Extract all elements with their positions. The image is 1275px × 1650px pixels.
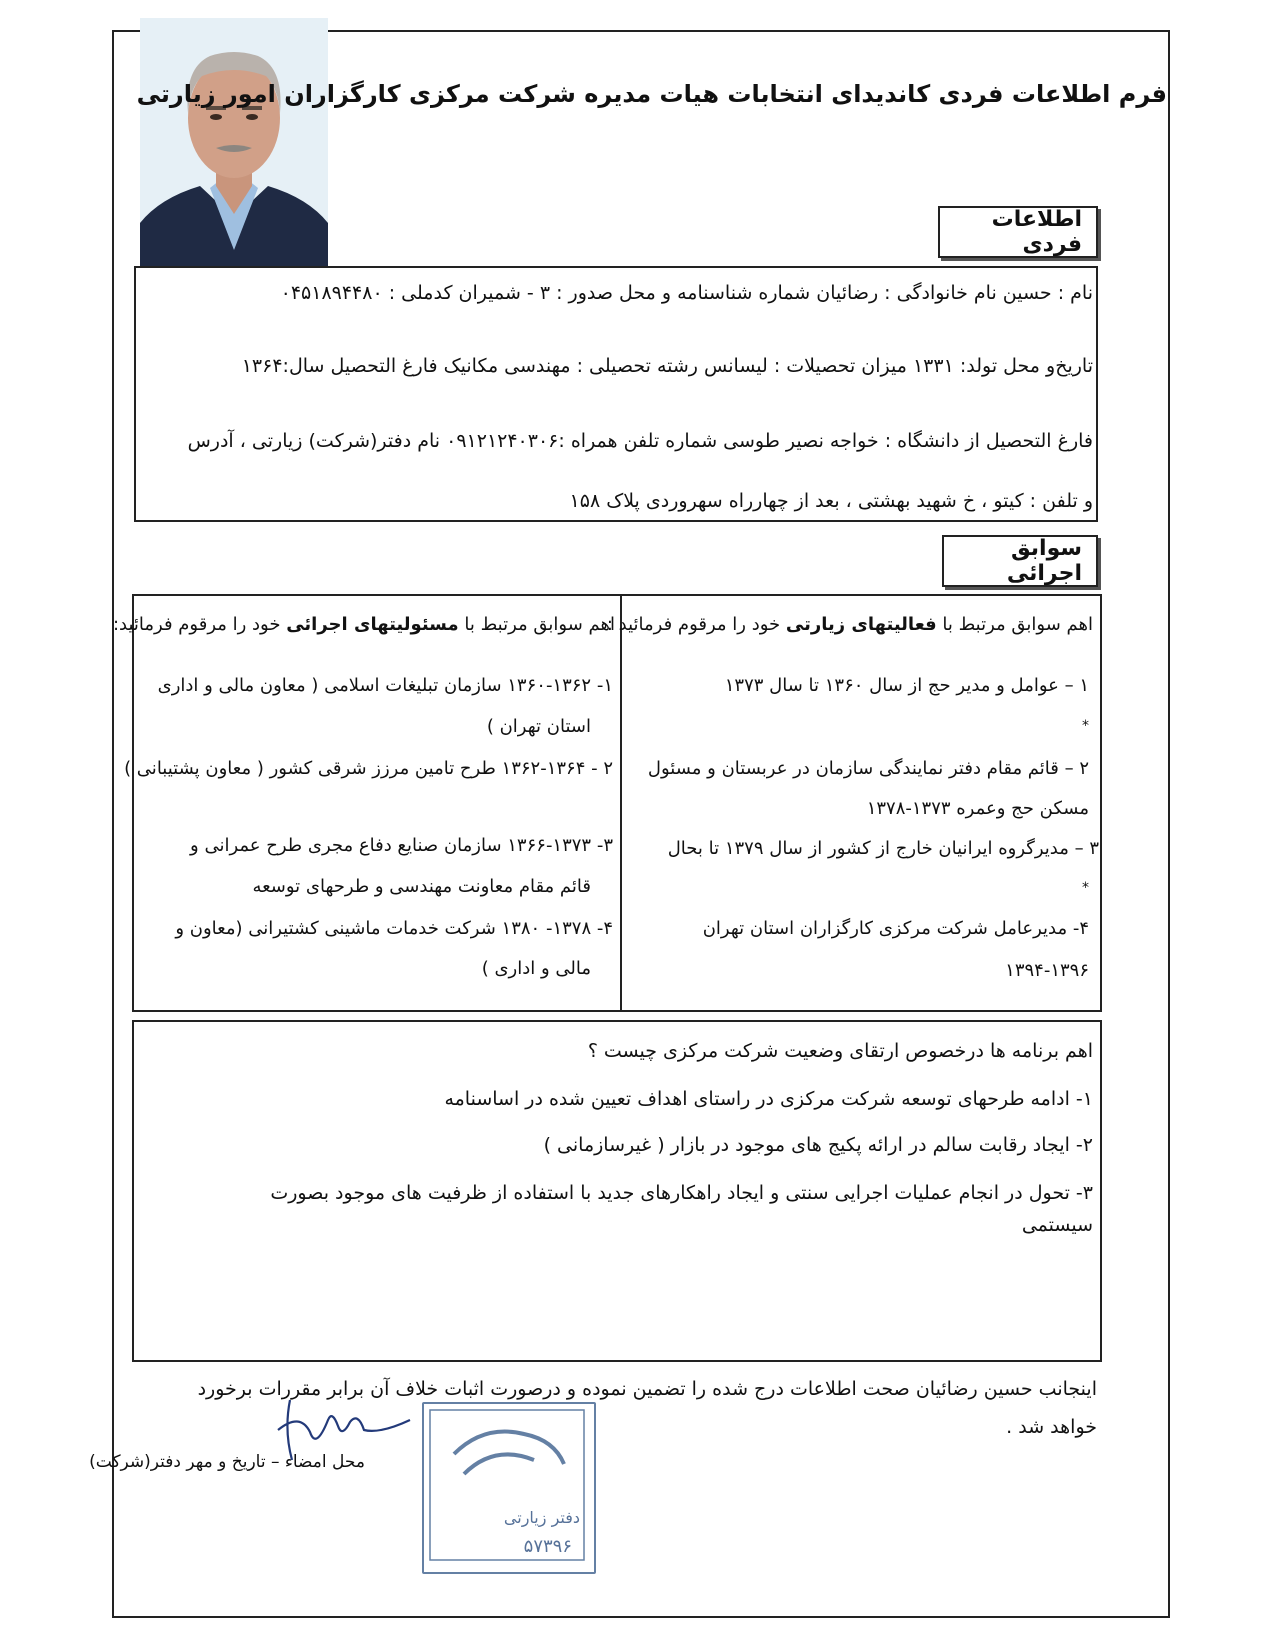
- executive-item: ۴- ۱۳۷۸- ۱۳۸۰ شرکت خدمات ماشینی کشتیرانی (معاون و: [175, 918, 613, 939]
- personal-info-heading: اطلاعات فردی: [938, 206, 1098, 258]
- zeyarati-item: مسکن حج وعمره ۱۳۷۳-۱۳۷۸: [866, 798, 1089, 819]
- executive-item: مالی و اداری ): [481, 958, 591, 979]
- executive-item: ۱- ۱۳۶۰-۱۳۶۲ سازمان تبلیغات اسلامی ( معاون مالی و اداری: [157, 675, 613, 696]
- form-title: فرم اطلاعات فردی کاندیدای انتخابات هیات مدیره شرکت مرکزی کارگزاران امور زیارتی: [136, 80, 1167, 108]
- executive-intro: اهم سوابق مرتبط با مسئولیتهای اجرائی خود را مرقوم فرمائید:: [112, 614, 615, 635]
- executive-item: ۲ - ۱۳۶۲-۱۳۶۴ طرح تامین مرزز شرقی کشور ( معاون پشتیبانی ): [124, 758, 613, 779]
- declaration-text: اینجانب حسین رضائیان صحت اطلاعات درج شده را تضمین نموده و درصورت اثبات خلاف آن برابر مقررات برخورد: [197, 1378, 1097, 1400]
- zeyarati-item: *: [1082, 880, 1089, 896]
- zeyarati-item: ۳ – مدیرگروه ایرانیان خارج از کشور از سال ۱۳۷۹ تا بحال: [667, 838, 1099, 859]
- candidate-photo: [140, 18, 328, 270]
- executive-column-divider: [620, 594, 622, 1012]
- office-stamp: [422, 1402, 596, 1574]
- zeyarati-item: ۲ – قائم مقام دفتر نمایندگی سازمان در عربستان و مسئول: [647, 758, 1089, 779]
- executive-item: ۳- ۱۳۶۶-۱۳۷۳ سازمان صنایع دفاع مجری طرح عمرانی و: [190, 835, 613, 856]
- executive-item: قائم مقام معاونت مهندسی و طرحهای توسعه: [252, 876, 591, 897]
- zeyarati-item: ۴- مدیرعامل شرکت مرکزی کارگزاران استان تهران: [702, 918, 1089, 939]
- program-item: ۱- ادامه طرحهای توسعه شرکت مرکزی در راستای اهداف تعیین شده در اساسنامه: [444, 1088, 1093, 1110]
- program-item: سیستمی: [1021, 1214, 1093, 1236]
- zeyarati-item: *: [1082, 718, 1089, 734]
- signature-caption: محل امضاء – تاریخ و مهر دفتر(شرکت): [89, 1452, 365, 1472]
- program-item: ۲- ایجاد رقابت سالم در ارائه پکیج های موجود در بازار ( غیرسازمانی ): [543, 1134, 1093, 1156]
- zeyarati-item: ۱۳۹۴-۱۳۹۶: [1005, 960, 1089, 981]
- stamp-number: ۵۷۳۹۶: [523, 1536, 572, 1557]
- stamp-text: دفتر زیارتی: [503, 1508, 580, 1527]
- personal-line-4: و تلفن : کیتو ، خ شهید بهشتی ، بعد از چهارراه سهروردی پلاک ۱۵۸: [569, 490, 1093, 512]
- personal-info-box: [134, 266, 1098, 522]
- executive-heading: سوابق اجرائی: [942, 535, 1098, 587]
- zeyarati-item: ۱ – عوامل و مدیر حج از سال ۱۳۶۰ تا سال ۱۳۷۳: [724, 675, 1089, 696]
- personal-line-3: فارغ التحصیل از دانشگاه : خواجه نصیر طوسی شماره تلفن همراه :۰۹۱۲۱۲۴۰۳۰۶ نام دفتر(شرکت) زیارتی ، آدرس: [187, 430, 1093, 452]
- personal-line-1: نام : حسین نام خانوادگی : رضائیان شماره شناسنامه و محل صدور : ۳ - شمیران کدملی : ۰۴۵۱۸۹۴۴۸۰: [280, 282, 1093, 304]
- personal-line-2: تاریخ‌و محل تولد: ۱۳۳۱ میزان تحصیلات : لیسانس رشته تحصیلی : مهندسی مکانیک فارغ التحصیل سال:۱۳۶۴: [241, 355, 1093, 377]
- executive-item: استان تهران ): [486, 716, 591, 737]
- declaration-text-end: خواهد شد .: [1006, 1416, 1097, 1438]
- zeyarati-intro: اهم سوابق مرتبط با فعالیتهای زیارتی خود را مرقوم فرمائید :: [606, 614, 1093, 635]
- programs-question: اهم برنامه ها درخصوص ارتقای وضعیت شرکت مرکزی چیست ؟: [587, 1040, 1093, 1062]
- program-item: ۳- تحول در انجام عملیات اجرایی سنتی و ایجاد راهکارهای جدید با استفاده از ظرفیت های موجود بصورت: [270, 1182, 1093, 1204]
